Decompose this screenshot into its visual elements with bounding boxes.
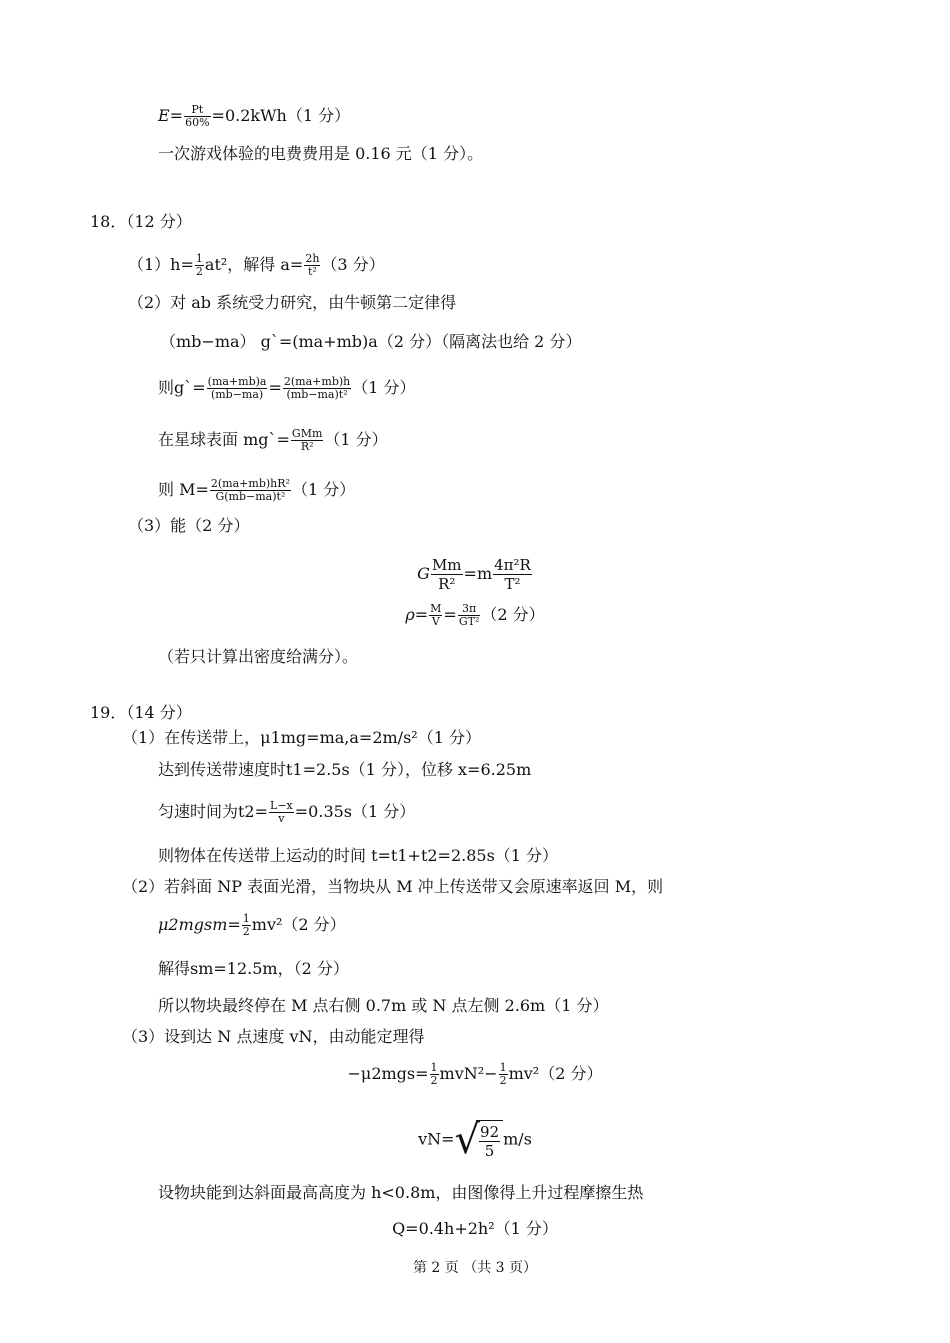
cost-line: 一次游戏体验的电费费用是 0.16 元（1 分）。 (158, 144, 484, 163)
q19-part2-line1: （2）若斜面 NP 表面光滑，当物块从 M 冲上传送带又会原速率返回 M，则 (122, 877, 664, 896)
q19-part3-line2: 设物块能到达斜面最高高度为 h<0.8m，由图像得上升过程摩擦生热 (158, 1183, 644, 1202)
q18-note: （若只计算出密度给满分）。 (158, 647, 359, 666)
q19-part3-line1: （3）设到达 N 点速度 vN，由动能定理得 (122, 1027, 425, 1046)
q18-part1: （1）h= $\frac{1}{2}$ at²，解得 a= $\frac{2h}{\text{t²}}$ （3 分） (128, 252, 385, 278)
square-root: √ $\frac{92}{5}$ (455, 1118, 504, 1162)
q19-part2-line4: 所以物块最终停在 M 点右侧 0.7m 或 N 点左侧 2.6m（1 分） (158, 996, 609, 1015)
energy-equation: E= $\frac{Pt}{60\%}$ =0.2kWh（1 分） (158, 103, 351, 129)
q19-part3-heat-equation: Q=0.4h+2h²（1 分） (392, 1219, 558, 1238)
q18-part3-gravity-equation: G $\frac{Mm}{\text{R²}}$ =m $\frac{\text{4π²R}}{\text{T²}}$ (417, 556, 531, 593)
q18-part2-title: （2）对 ab 系统受力研究，由牛顿第二定律得 (128, 293, 457, 312)
q19-part3-energy-equation: −μ2mgs= $\frac{1}{2}$ mvN²− $\frac{1}{2}$ mv²（2 分） (347, 1061, 603, 1087)
q18-part2-surface-equation: 在星球表面 mg`= $\frac{\text{GMm}}{\text{R²}}$ （1 分） (158, 427, 388, 453)
q18-part2-newton-equation: （mb−ma） g`=(ma+mb)a（2 分）（隔离法也给 2 分） (160, 332, 582, 351)
question-19-header: 19．（14 分） (90, 703, 192, 722)
q18-part3-title: （3）能（2 分） (128, 516, 250, 535)
q18-part2-mass-equation: 则 M= $\frac{\text{2(ma+mb)hR²}}{\text{G(mb−ma)t²}}$ （1 分） (158, 477, 356, 503)
q19-part1-line1: （1）在传送带上，μ1mg=ma,a=2m/s²（1 分） (122, 728, 481, 747)
q18-part3-density-equation: ρ= $\frac{M}{V}$ = $\frac{3\pi}{\text{GT²}}$ （2 分） (405, 602, 545, 628)
q19-part1-line3: 匀速时间为t2= $\frac{L-x}{v}$ =0.35s（1 分） (158, 799, 416, 825)
q19-part1-line4: 则物体在传送带上运动的时间 t=t1+t2=2.85s（1 分） (158, 846, 559, 865)
page-footer: 第 2 页 （共 3 页） (412, 1260, 538, 1276)
question-18-header: 18．（12 分） (90, 212, 192, 231)
q19-part2-line2: μ2mgsm= $\frac{1}{2}$ mv²（2 分） (158, 912, 346, 938)
q19-part3-velocity-equation: vN=√ $\frac{92}{5}$ m/s (418, 1117, 532, 1163)
q19-part1-line2: 达到传送带速度时t1=2.5s（1 分），位移 x=6.25m (158, 760, 532, 779)
q19-part2-line3: 解得sm=12.5m，（2 分） (158, 959, 349, 978)
q18-part2-g-equation: 则g`= $\frac{(ma+mb)a}{(mb-ma)}$ = $\frac{2(ma+mb)h}{\text{(mb−ma)t²}}$ （1 分） (158, 375, 416, 401)
